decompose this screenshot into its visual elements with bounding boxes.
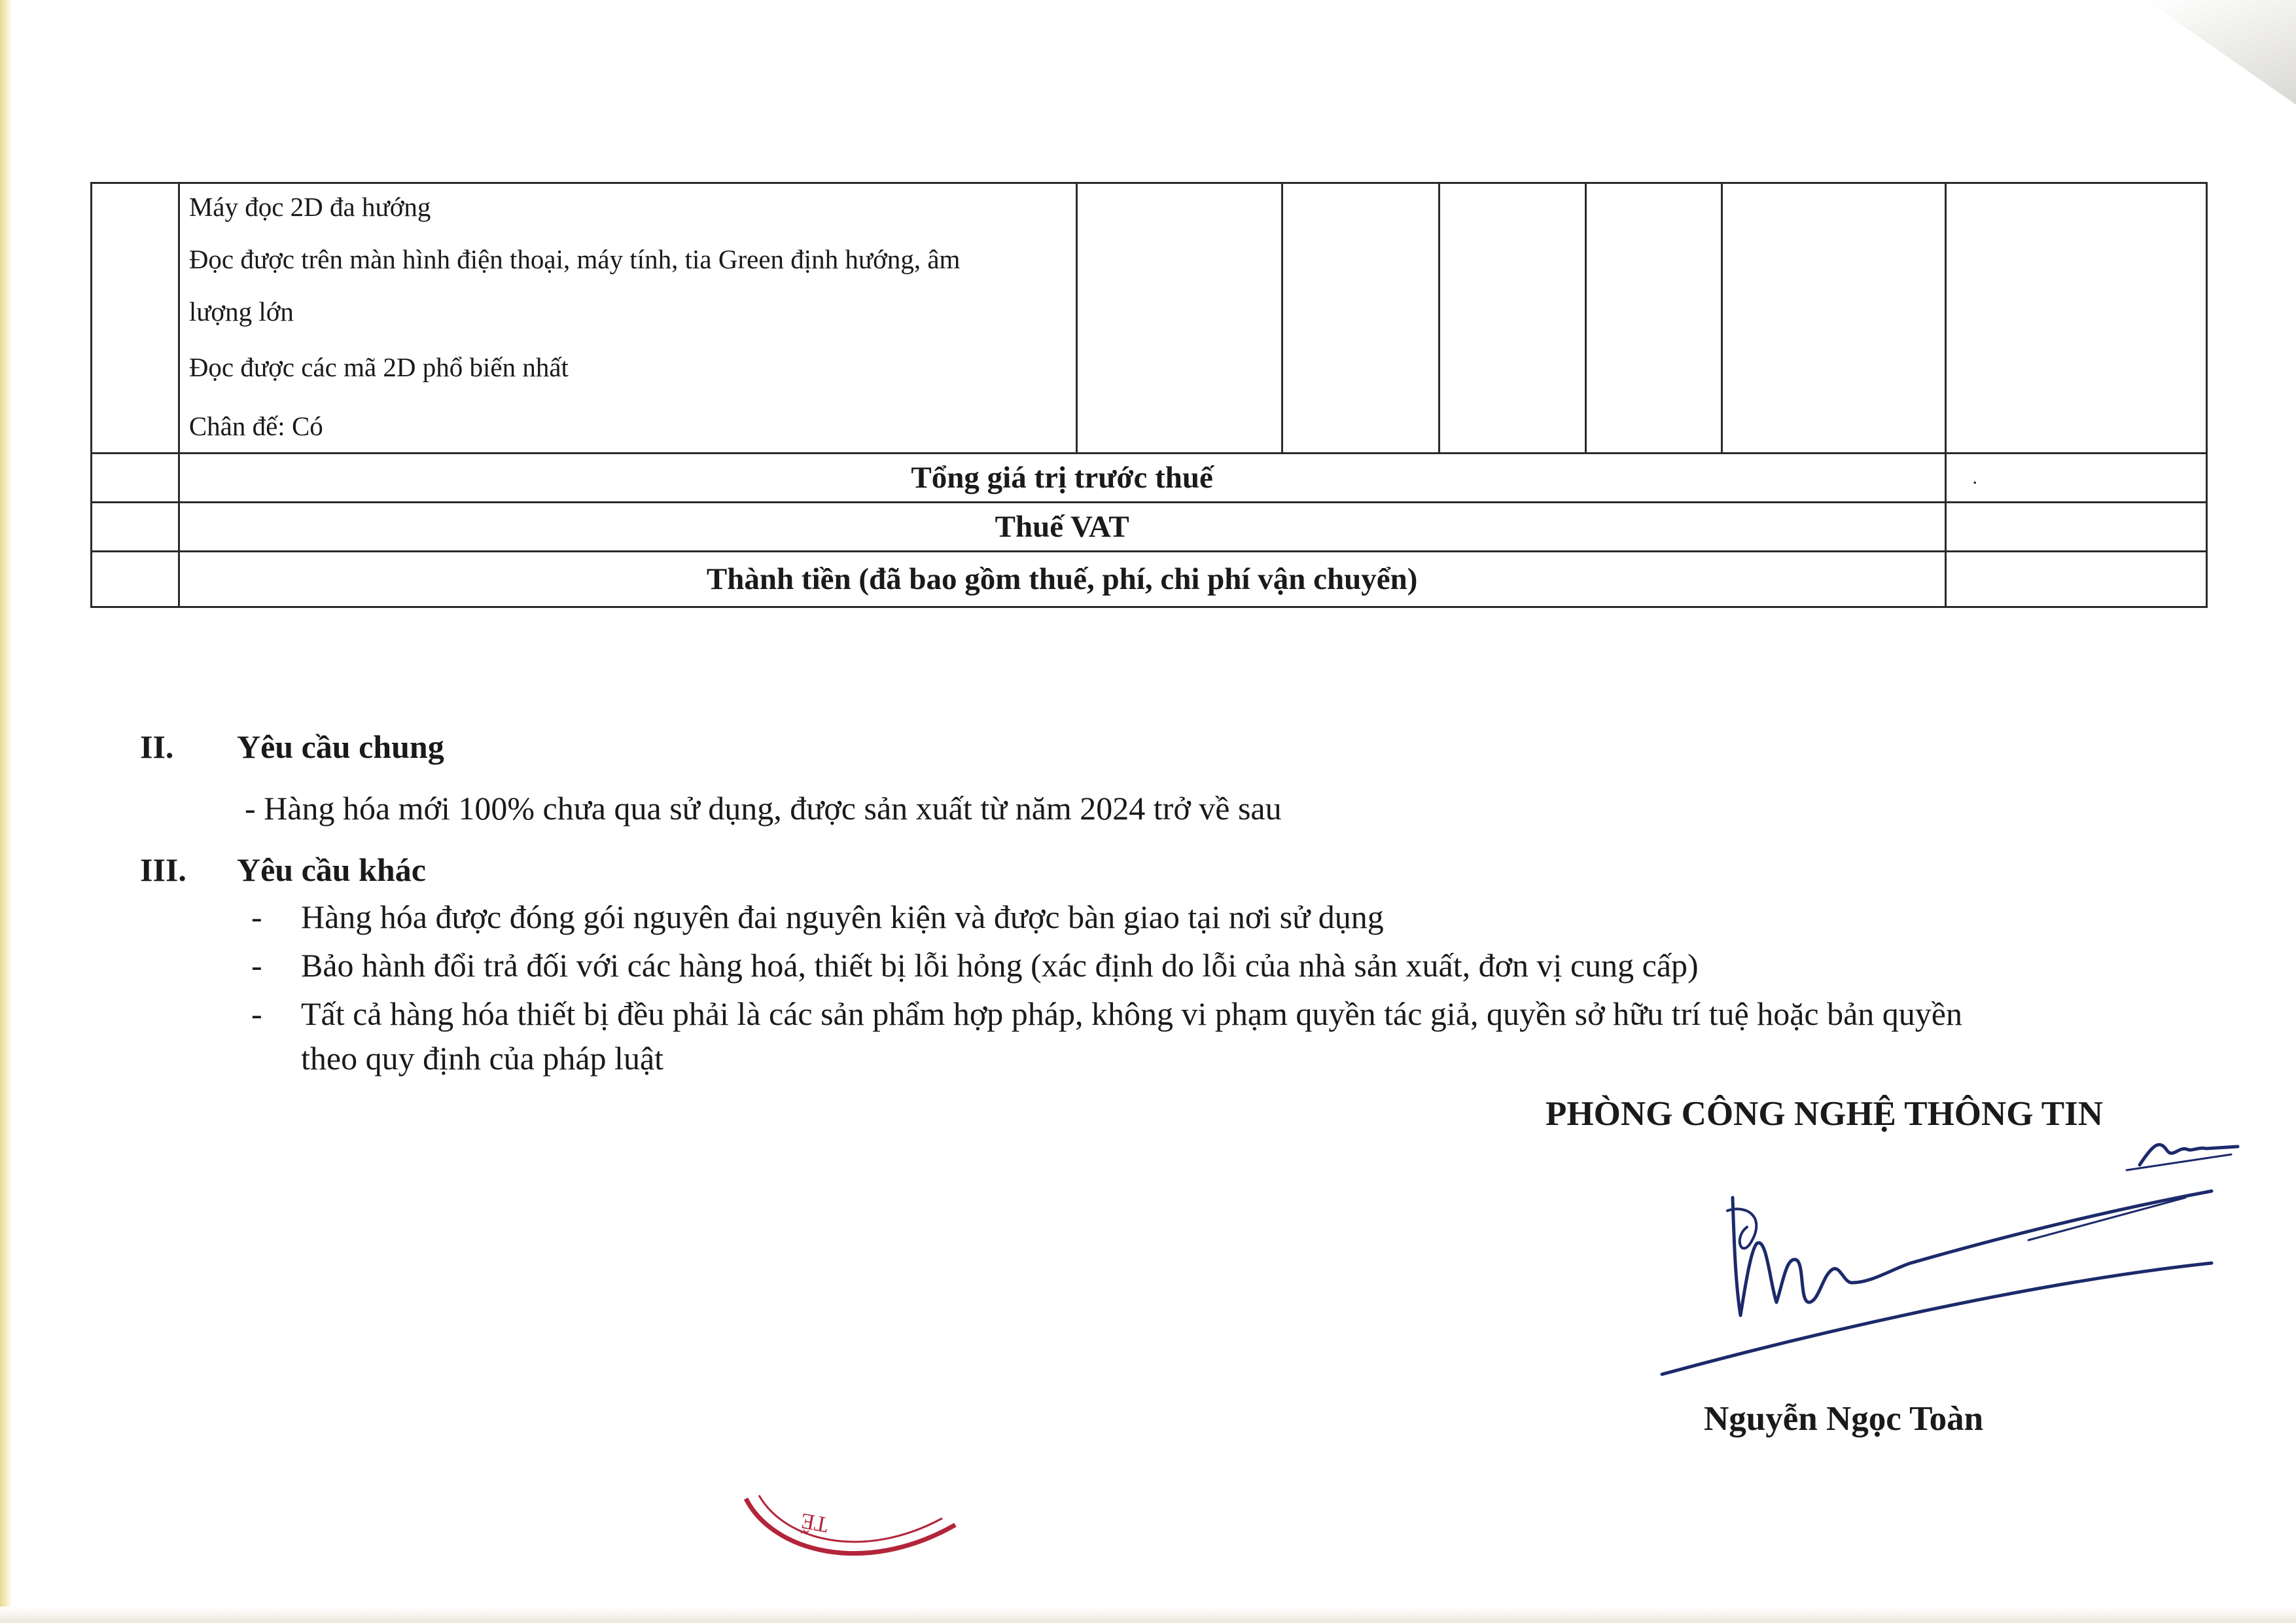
item-line: Đọc được các mã 2D phổ biến nhất xyxy=(188,352,569,382)
table-row-item xyxy=(92,183,2207,454)
table-row-total xyxy=(92,552,2207,607)
item-line: Đọc được trên màn hình điện thoại, máy tính, tia Green định hướng, âm xyxy=(188,244,961,274)
signer-name: Nguyễn Ngọc Toàn xyxy=(1704,1400,1984,1438)
requirement-item: Hàng hóa được đóng gói nguyên đai nguyên kiện và được bàn giao tại nơi sử dụng xyxy=(301,899,1384,935)
section-2-number: II. xyxy=(140,728,174,765)
cell-empty xyxy=(1586,183,1722,454)
red-stamp-partial xyxy=(733,1479,981,1610)
subtotal-value: . xyxy=(1945,454,2206,503)
section-2-title: Yêu cầu chung xyxy=(237,728,444,765)
requirement-item: Bảo hành đổi trả đối với các hàng hoá, thiết bị lỗi hỏng (xác định do lỗi của nhà sản xuất, đơn vị cung cấp) xyxy=(301,947,1699,984)
cell-empty xyxy=(92,454,179,503)
cell-empty xyxy=(1722,183,1945,454)
cell-empty xyxy=(92,503,179,552)
department-title: PHÒNG CÔNG NGHỆ THÔNG TIN xyxy=(1545,1095,2104,1133)
requirement-item: Tất cả hàng hóa thiết bị đều phải là các sản phẩm hợp pháp, không vi phạm quyền tác giả, quyền sở hữu trí tuệ hoặc bản quyền xyxy=(301,995,1962,1032)
cell-empty xyxy=(1439,183,1586,454)
cell-empty xyxy=(1076,183,1282,454)
cell-item-description xyxy=(179,183,1076,454)
table-row-subtotal xyxy=(92,454,2207,503)
bullet-dash: - xyxy=(251,995,262,1032)
total-value xyxy=(1945,552,2206,607)
item-line: Chân đế: Có xyxy=(188,411,323,441)
paper-edge-bottom xyxy=(0,1607,2296,1623)
cell-stt xyxy=(92,183,179,454)
item-line: Máy đọc 2D đa hướng xyxy=(188,192,431,222)
bullet-dash: - xyxy=(251,947,262,984)
section-3-number: III. xyxy=(140,851,186,888)
svg-text:TẾ: TẾ xyxy=(799,1508,830,1537)
total-label: Thành tiền (đã bao gồm thuế, phí, chi phí vận chuyển) xyxy=(179,552,1945,607)
table-row-vat xyxy=(92,503,2207,552)
vat-label: Thuế VAT xyxy=(179,503,1945,552)
cell-empty xyxy=(92,552,179,607)
vat-value xyxy=(1945,503,2206,552)
spec-table xyxy=(90,182,2208,608)
section-3-title: Yêu cầu khác xyxy=(237,851,426,888)
bullet-dash: - xyxy=(251,899,262,935)
subtotal-label: Tổng giá trị trước thuế xyxy=(179,454,1945,503)
handwritten-signature xyxy=(1636,1086,2264,1400)
item-line: lượng lớn xyxy=(188,296,294,327)
cell-empty xyxy=(1282,183,1439,454)
cell-empty xyxy=(1945,183,2206,454)
paper-edge-left xyxy=(0,0,12,1623)
section-2-text: - Hàng hóa mới 100% chưa qua sử dụng, được sản xuất từ năm 2024 trở về sau xyxy=(245,790,1282,827)
requirement-item-continued: theo quy định của pháp luật xyxy=(301,1040,664,1077)
